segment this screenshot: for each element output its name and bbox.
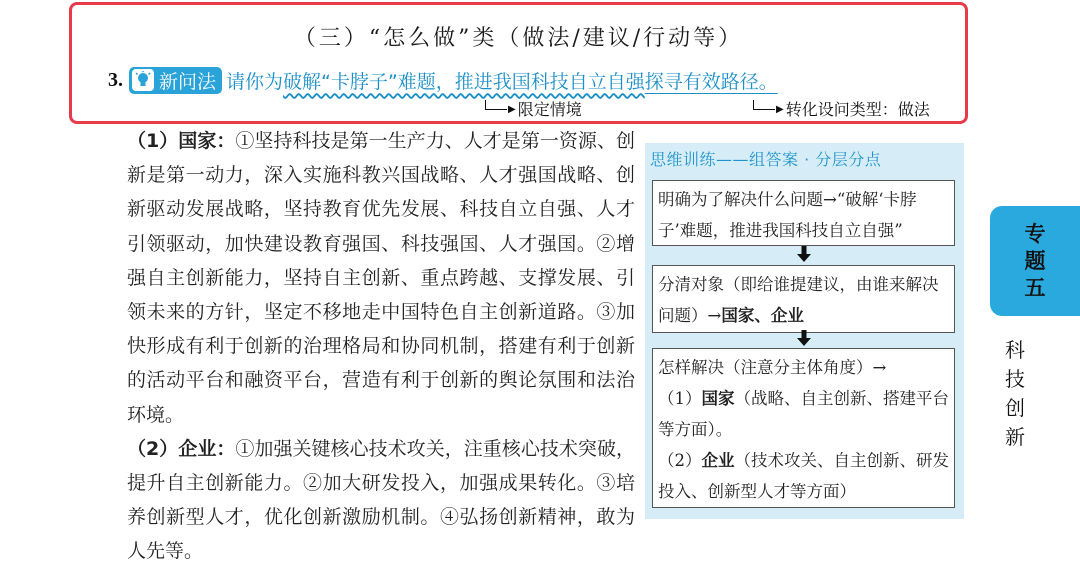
answer-body [127, 124, 635, 568]
answer-text-enterprise: ①加强关键核心技术攻关，注重核心技术突破，提升自主创新能力。②加大研发投入，加强成果转化。③培养创新型人才，优化创新激励机制。④弘扬创新精神，敢为人先等。 [127, 437, 635, 563]
topic-tab-char: 题 [1024, 248, 1046, 273]
topic-subtitle-char: 技 [1005, 367, 1025, 391]
topic-tab[interactable] [990, 206, 1080, 316]
annotation-type [753, 97, 930, 120]
topic-tab-char: 五 [1024, 275, 1046, 300]
method-item-bold: 企业 [701, 451, 735, 470]
thinking-panel [645, 143, 964, 519]
method-item-text: （技术攻关、自主创新、研发投入、创新型人才等方面） [658, 451, 949, 501]
lightbulb-icon [132, 69, 154, 91]
down-arrow-icon [797, 246, 811, 262]
question-context-wavy: 破解“卡脖子”难题，推进我国科技自立自强 [283, 70, 645, 93]
question-number: 3. [108, 68, 123, 91]
step-box-method [652, 348, 955, 508]
method-item-text: （战略、自主创新、搭建平台等方面）。 [658, 389, 949, 439]
panel-title: 思维训练——组答案 · 分层分点 [650, 150, 882, 169]
answer-paragraph-enterprise [127, 432, 635, 568]
method-item-bold: 国家 [701, 389, 735, 408]
question-line [108, 63, 778, 97]
answer-label-enterprise: （2）企业： [127, 437, 236, 460]
down-arrow-icon [797, 330, 811, 346]
step-box-purpose-text: 明确为了解决什么问题→“破解‘卡脖子’难题，推进我国科技自立自强” [658, 190, 917, 240]
tag-label: 新问法 [159, 70, 217, 93]
topic-tab-char: 专 [1024, 221, 1046, 246]
annotation-type-label: 转化设问类型：做法 [785, 100, 930, 119]
arrow-right-icon: ▶ [508, 104, 516, 115]
question-frame [69, 2, 968, 124]
method-item-prefix: （1） [658, 389, 702, 408]
method-item-prefix: （2） [658, 451, 702, 470]
question-ask-underlined: 探寻有效路径。 [644, 70, 778, 93]
step-box-method-intro: 怎样解决（注意分主体角度）→ [658, 358, 887, 377]
topic-subtitle-char: 新 [1005, 425, 1025, 449]
answer-text-country: ①坚持科技是第一生产力、人才是第一资源、创新是第一动力，深入实施科教兴国战略、人才强国战略、创新驱动发展战略，坚持教育优先发展、科技自立自强、人才引领驱动，加快建设教育强国、科技强国、人才强国。②增强自主创新能力，坚持自主创新、重点跨越、支撑发展、引领未来的方针，坚定不移地走中国特色自主创新道路。③加快形成有利于创新的治理格局和协同机制，搭建有利于创新的活动平台和融资平台，营造有利于创新的舆论氛围和法治环境。 [127, 130, 635, 426]
step-box-subject [652, 265, 955, 333]
annotation-context-label: 限定情境 [517, 100, 582, 119]
question-part1: 请你为 [226, 70, 284, 93]
step-box-purpose [652, 180, 955, 246]
bracket-hook-icon [753, 100, 775, 110]
answer-label-country: （1）国家： [127, 130, 236, 152]
topic-subtitle-char: 创 [1005, 396, 1025, 420]
topic-subtitle-char: 科 [1005, 338, 1025, 362]
new-question-tag [129, 67, 222, 94]
annotation-context [485, 97, 582, 120]
question-text [226, 67, 778, 94]
method-item-country [658, 383, 949, 445]
step-box-subject-text: 分清对象（即给谁提建议，由谁来解决问题）→ [658, 275, 939, 325]
method-item-enterprise [658, 445, 949, 507]
topic-subtitle [1000, 336, 1030, 452]
step-box-subject-bold: 国家、企业 [721, 306, 804, 325]
bracket-hook-icon [485, 100, 507, 110]
answer-paragraph-country [127, 124, 635, 432]
arrow-right-icon: ▶ [776, 104, 784, 115]
section-heading: （三）“怎么做”类（做法/建议/行动等） [293, 26, 744, 51]
